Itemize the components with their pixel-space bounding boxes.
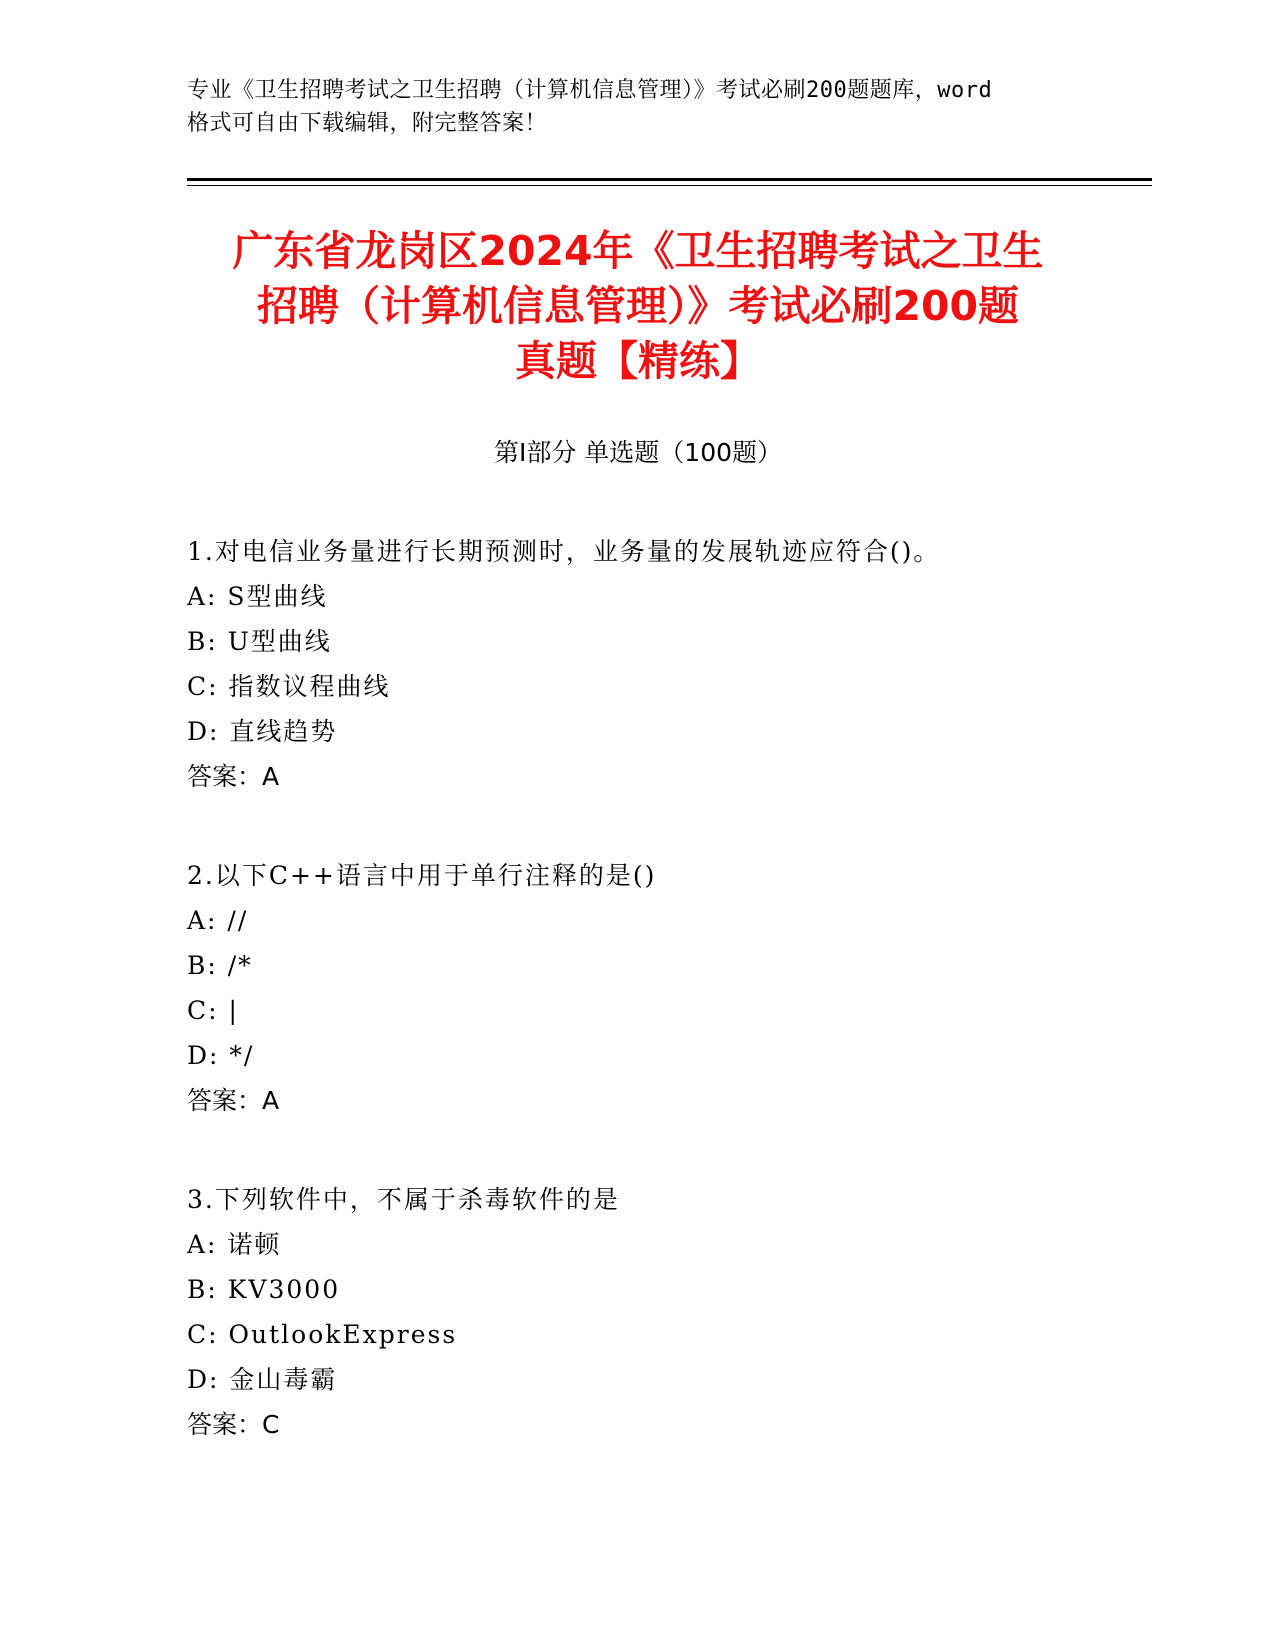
question-stem: 1.对电信业务量进行长期预测时，业务量的发展轨迹应符合()。 (187, 537, 941, 566)
document-title-line-2: 招聘（计算机信息管理）》考试必刷200题 (256, 282, 1020, 330)
header-note (187, 74, 1087, 140)
document-title (187, 224, 1089, 389)
option-c: C: OutlookExpress (187, 1320, 458, 1349)
header-divider-thin (187, 185, 1152, 186)
option-a: A: 诺顿 (187, 1230, 282, 1259)
section-heading: 第Ⅰ部分 单选题（100题） (493, 438, 783, 467)
option-d: D: */ (187, 1041, 255, 1070)
answer: 答案：A (187, 762, 280, 791)
option-b: B: /* (187, 951, 253, 980)
option-c: C: 指数议程曲线 (187, 672, 391, 701)
option-a: A: // (187, 906, 249, 935)
question-1 (187, 529, 1127, 799)
question-2 (187, 853, 1127, 1123)
answer: 答案：A (187, 1086, 280, 1115)
header-note-line-2: 格式可自由下载编辑，附完整答案！ (187, 111, 548, 136)
option-b: B: KV3000 (187, 1275, 341, 1304)
question-3 (187, 1177, 1127, 1447)
document-title-line-3: 真题【精练】 (515, 337, 761, 385)
option-b: B: U型曲线 (187, 627, 332, 656)
question-stem: 3.下列软件中，不属于杀毒软件的是 (187, 1185, 620, 1214)
option-d: D: 直线趋势 (187, 717, 338, 746)
question-stem: 2.以下C++语言中用于单行注释的是() (187, 861, 657, 890)
header-note-line-1: 专业《卫生招聘考试之卫生招聘（计算机信息管理）》考试必刷200题题库，word (187, 78, 993, 103)
option-a: A: S型曲线 (187, 582, 328, 611)
answer: 答案：C (187, 1410, 280, 1439)
header-divider-thick (187, 178, 1152, 181)
option-c: C: | (187, 996, 239, 1025)
document-title-line-1: 广东省龙岗区2024年《卫生招聘考试之卫生 (232, 227, 1044, 275)
option-d: D: 金山毒霸 (187, 1365, 338, 1394)
question-list (187, 529, 1127, 1501)
